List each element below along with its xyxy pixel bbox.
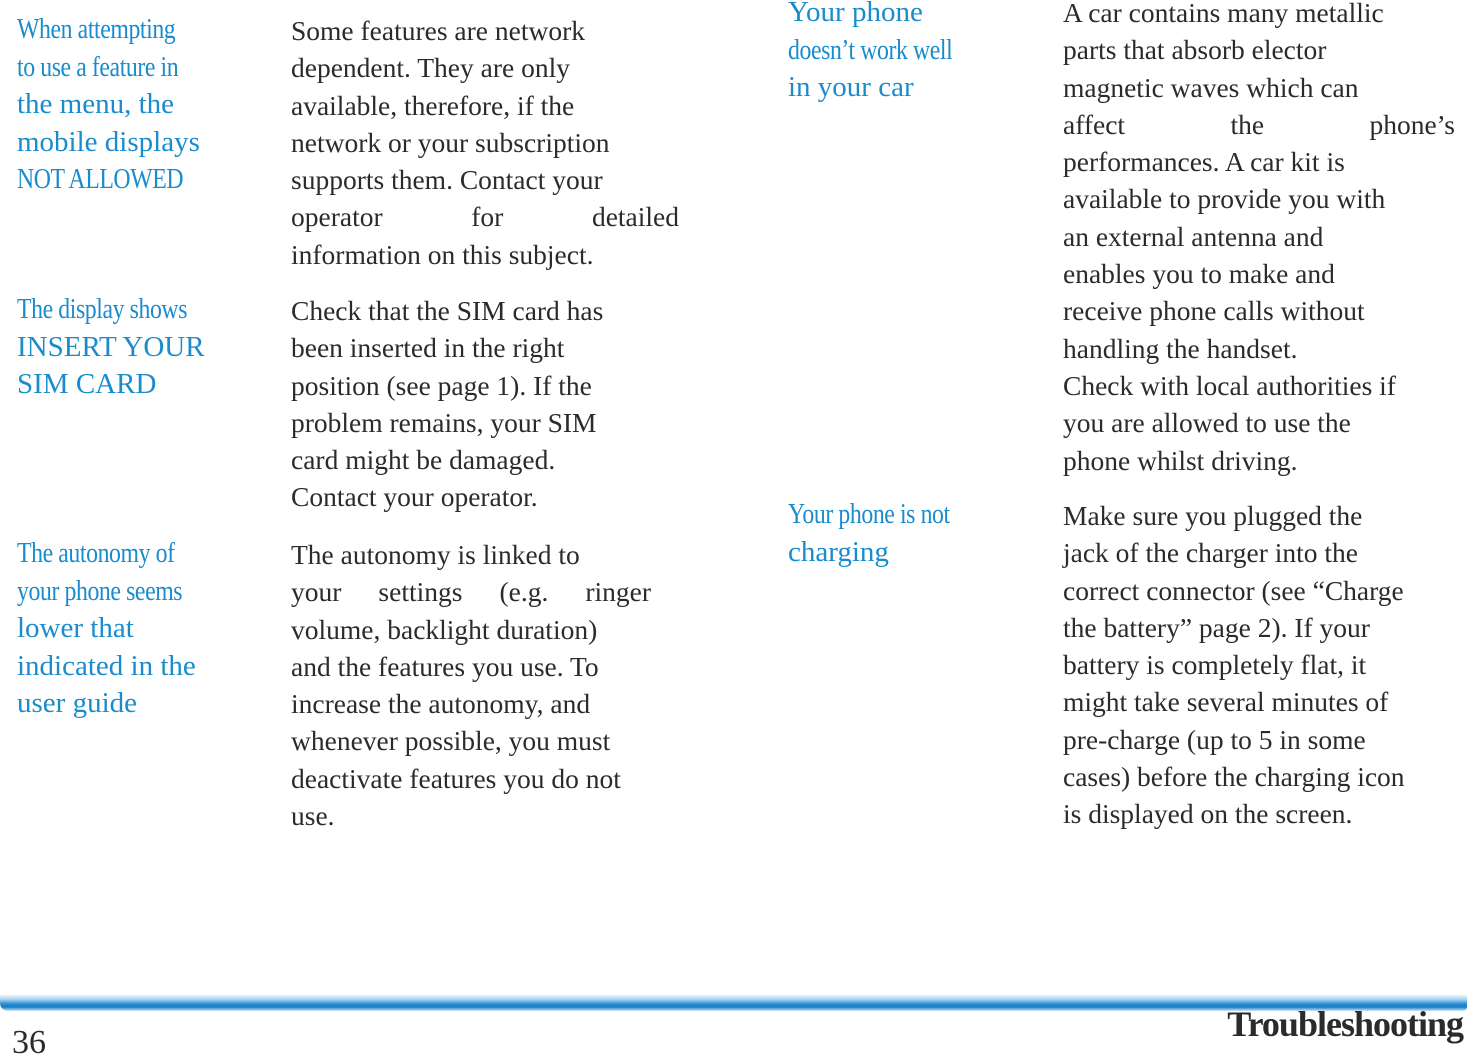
- answer-line: correct connector (see “Charge: [1063, 574, 1404, 606]
- justified-word: for: [471, 201, 504, 233]
- issue-insert-sim: [17, 291, 224, 404]
- justified-word: affect: [1063, 108, 1126, 140]
- answer-line: Check with local authorities if: [1063, 369, 1396, 401]
- answer-autonomy: [291, 536, 651, 834]
- issue-line: Your phone is not: [788, 498, 950, 530]
- justified-word: your: [291, 576, 342, 608]
- answer-line: magnetic waves which can: [1063, 71, 1359, 103]
- answer-line: supports them. Contact your: [291, 164, 603, 196]
- answer-line: you are allowed to use the: [1063, 407, 1351, 439]
- issue-line: the menu, the: [17, 88, 175, 120]
- answer-line: A car contains many metallic: [1063, 0, 1384, 28]
- issue-line: INSERT YOUR: [17, 330, 205, 363]
- answer-line: receive phone calls without: [1063, 295, 1365, 327]
- answer-line: parts that absorb elector: [1063, 34, 1327, 66]
- answer-line: information on this subject.: [291, 238, 594, 270]
- issue-line: The display shows: [17, 293, 188, 325]
- answer-line: increase the autonomy, and: [291, 688, 591, 720]
- issue-line: doesn’t work well: [788, 33, 953, 66]
- justified-word: operator: [291, 201, 383, 233]
- answer-line: Check that the SIM card has: [291, 295, 604, 326]
- issue-line: SIM CARD: [17, 368, 157, 400]
- issue-line: Your phone: [788, 0, 923, 28]
- answer-line: card might be damaged.: [291, 444, 556, 476]
- answer-line: available, therefore, if the: [291, 89, 575, 121]
- answer-line-justified: [291, 573, 651, 610]
- answer-insert-sim: [291, 292, 679, 516]
- answer-line: dependent. They are only: [291, 52, 570, 84]
- answer-line-justified: [291, 198, 679, 235]
- issue-line: mobile displays: [17, 125, 200, 158]
- answer-line-justified: [1063, 106, 1455, 143]
- answer-line: pre-charge (up to 5 in some: [1063, 723, 1366, 755]
- answer-line: an external antenna and: [1063, 220, 1324, 252]
- answer-line: whenever possible, you must: [291, 725, 611, 757]
- answer-line: Make sure you plugged the: [1063, 500, 1363, 531]
- answer-line: phone whilst driving.: [1063, 444, 1298, 476]
- justified-word: the: [1230, 108, 1265, 140]
- answer-not-charging: [1063, 497, 1455, 833]
- issue-line: charging: [788, 535, 889, 568]
- answer-line: Contact your operator.: [291, 481, 538, 513]
- page-number: 36: [12, 1024, 46, 1060]
- issue-line: in your car: [788, 71, 914, 103]
- issue-not-allowed: [17, 11, 220, 199]
- issue-line: indicated in the: [17, 649, 196, 682]
- justified-word: phone’s: [1369, 108, 1455, 140]
- answer-line: position (see page 1). If the: [291, 369, 592, 401]
- section-title: Troubleshooting: [1227, 1004, 1463, 1044]
- issue-not-charging: [788, 496, 985, 571]
- issue-line: to use a feature in: [17, 50, 179, 83]
- justified-word: settings: [378, 576, 463, 608]
- answer-line: battery is completely flat, it: [1063, 649, 1367, 681]
- answer-line: use.: [291, 800, 335, 832]
- issue-line: When attempting: [17, 13, 176, 45]
- issue-line: your phone seems: [17, 574, 183, 607]
- answer-line: cases) before the charging icon: [1063, 761, 1405, 793]
- issue-line: NOT ALLOWED: [17, 163, 184, 195]
- answer-line: The autonomy is linked to: [291, 539, 580, 570]
- answer-line: problem remains, your SIM: [291, 406, 597, 438]
- answer-line: deactivate features you do not: [291, 762, 621, 794]
- answer-line: been inserted in the right: [291, 332, 565, 364]
- answer-line: might take several minutes of: [1063, 686, 1389, 718]
- answer-line: available to provide you with: [1063, 183, 1386, 215]
- answer-line: network or your subscription: [291, 126, 610, 158]
- answer-line: performances. A car kit is: [1063, 146, 1345, 178]
- justified-word: detailed: [591, 201, 679, 233]
- issue-line: lower that: [17, 612, 134, 644]
- issue-line: user guide: [17, 687, 137, 719]
- answer-line: handling the handset.: [1063, 332, 1298, 364]
- answer-not-allowed: [291, 12, 679, 273]
- answer-line: enables you to make and: [1063, 258, 1335, 290]
- answer-line: the battery” page 2). If your: [1063, 611, 1370, 643]
- answer-car: [1063, 0, 1455, 479]
- justified-word: ringer: [585, 576, 651, 608]
- answer-line: jack of the charger into the: [1063, 537, 1358, 569]
- issue-car: [788, 0, 988, 107]
- issue-autonomy: [17, 535, 218, 723]
- answer-line: Some features are network: [291, 15, 585, 46]
- issue-line: The autonomy of: [17, 537, 175, 569]
- answer-line: volume, backlight duration): [291, 613, 598, 645]
- answer-line: and the features you use. To: [291, 650, 599, 682]
- answer-line: is displayed on the screen.: [1063, 798, 1353, 830]
- justified-word: (e.g.: [499, 576, 549, 608]
